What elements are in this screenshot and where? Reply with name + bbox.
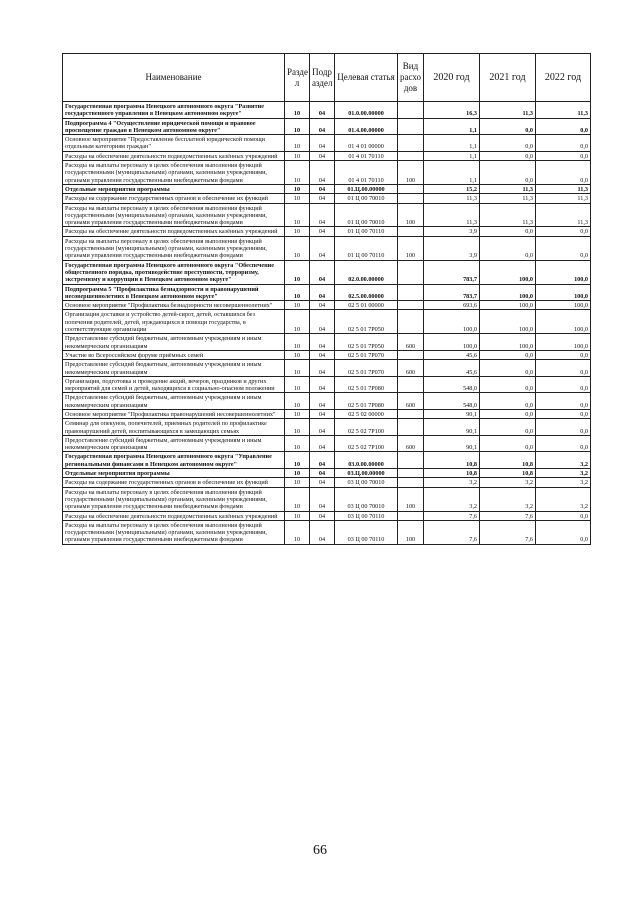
row-value-2021: 11,3 (480, 203, 536, 227)
row-name: Государственная программа Ненецкого автономного округа "Управление региональными финансами в Ненецком автономном округе" (63, 452, 285, 469)
row-target-code: 02 5 02 00000 (335, 409, 398, 418)
row-section: 10 (285, 227, 310, 236)
row-value-2020: 1,1 (424, 135, 480, 152)
row-value-2022: 100,0 (536, 284, 591, 301)
row-name: Организация доставки и устройство детей-сирот, детей, оставшихся без попечения родителей, детей, нуждающихся в помощи государства, в соответствующие организации (63, 310, 285, 334)
table-body (63, 102, 591, 545)
table-row (63, 376, 591, 393)
row-target-code: 01.0.00.00000 (335, 102, 398, 119)
row-expense-type (398, 310, 424, 334)
row-subsection: 04 (310, 118, 335, 135)
row-name: Расходы на выплаты персоналу в целях обеспечения выполнения функций государственными (муниципальными) органами, казенными учреждениями, органами управления государственными внебюджетными фондами (63, 236, 285, 260)
table-row (63, 151, 591, 160)
row-value-2022: 3,2 (536, 487, 591, 511)
table-row (63, 409, 591, 418)
row-expense-type: 100 (398, 236, 424, 260)
row-value-2020: 783,7 (424, 284, 480, 301)
row-value-2022: 0,0 (536, 520, 591, 544)
row-subsection: 04 (310, 236, 335, 260)
table-row (63, 511, 591, 520)
row-value-2021: 100,0 (480, 284, 536, 301)
row-target-code: 02 5 01 7Р080 (335, 393, 398, 410)
table-row (63, 334, 591, 351)
row-expense-type: 600 (398, 334, 424, 351)
row-target-code: 01 Ц 00 70110 (335, 236, 398, 260)
row-value-2020: 3,9 (424, 236, 480, 260)
row-name: Предоставление субсидий бюджетным, автономным учреждениям и иным некоммерческим организациям (63, 360, 285, 377)
row-value-2022: 0,0 (536, 435, 591, 452)
row-value-2020: 100,0 (424, 334, 480, 351)
row-value-2020: 7,6 (424, 520, 480, 544)
row-name: Предоставление субсидий бюджетным, автономным учреждениям и иным некоммерческим организациям (63, 435, 285, 452)
row-section: 10 (285, 350, 310, 359)
row-value-2021: 0,0 (480, 135, 536, 152)
budget-table (62, 53, 591, 545)
row-name: Основное мероприятие "Предоставление бесплатной юридической помощи отдельным категориям граждан" (63, 135, 285, 152)
row-section: 10 (285, 310, 310, 334)
col-expense-type-header: Вид расхо дов (398, 54, 424, 102)
row-subsection: 04 (310, 203, 335, 227)
row-value-2022: 0,0 (536, 236, 591, 260)
row-target-code: 01 4 01 70110 (335, 161, 398, 185)
row-target-code: 02.0.00.00000 (335, 260, 398, 284)
row-expense-type (398, 194, 424, 203)
row-target-code: 01 Ц 00 70010 (335, 203, 398, 227)
row-target-code: 02 5 01 7Р080 (335, 376, 398, 393)
row-section: 10 (285, 203, 310, 227)
row-value-2022: 3,2 (536, 452, 591, 469)
row-expense-type (398, 151, 424, 160)
row-expense-type: 100 (398, 487, 424, 511)
row-value-2020: 693,6 (424, 301, 480, 310)
row-value-2020: 548,0 (424, 376, 480, 393)
row-value-2020: 100,0 (424, 310, 480, 334)
row-value-2021: 0,0 (480, 409, 536, 418)
row-value-2020: 10,8 (424, 452, 480, 469)
row-subsection: 04 (310, 310, 335, 334)
row-target-code: 03.Ц.00.00000 (335, 469, 398, 478)
row-name: Расходы на содержание государственных органов и обеспечение их функций (63, 194, 285, 203)
row-value-2022: 0,0 (536, 350, 591, 359)
row-expense-type (398, 350, 424, 359)
row-name: Расходы на обеспечение деятельности подведомственных казённых учреждений (63, 511, 285, 520)
row-expense-type (398, 260, 424, 284)
row-value-2022: 100,0 (536, 334, 591, 351)
table-row (63, 135, 591, 152)
row-name: Расходы на выплаты персоналу в целях обеспечения выполнения функций государственными (муниципальными) органами, казенными учреждениями, органами управления государственными внебюджетными фондами (63, 520, 285, 544)
row-name: Расходы на обеспечение деятельности подведомственных казённых учреждений (63, 227, 285, 236)
row-value-2021: 0,0 (480, 419, 536, 436)
row-value-2022: 0,0 (536, 360, 591, 377)
row-target-code: 03 Ц 00 70110 (335, 520, 398, 544)
row-value-2021: 0,0 (480, 350, 536, 359)
row-expense-type: 100 (398, 161, 424, 185)
row-name: Расходы на содержание государственных органов и обеспечение их функций (63, 478, 285, 487)
row-expense-type (398, 511, 424, 520)
row-section: 10 (285, 118, 310, 135)
row-value-2020: 90,1 (424, 409, 480, 418)
row-target-code: 02 5 01 00000 (335, 301, 398, 310)
row-value-2020: 1,1 (424, 118, 480, 135)
row-name: Отдельные мероприятия программы (63, 184, 285, 193)
row-subsection: 04 (310, 409, 335, 418)
row-section: 10 (285, 478, 310, 487)
row-target-code: 02 5 01 7Р070 (335, 350, 398, 359)
row-subsection: 04 (310, 135, 335, 152)
row-value-2021: 7,6 (480, 520, 536, 544)
row-value-2020: 90,1 (424, 419, 480, 436)
table-row (63, 236, 591, 260)
row-value-2022: 0,0 (536, 419, 591, 436)
row-section: 10 (285, 161, 310, 185)
row-subsection: 04 (310, 151, 335, 160)
row-section: 10 (285, 301, 310, 310)
row-section: 10 (285, 487, 310, 511)
row-subsection: 04 (310, 435, 335, 452)
row-subsection: 04 (310, 301, 335, 310)
row-name: Организация, подготовка и проведение акций, вечеров, праздников и других мероприятий для семей и детей, находящихся в социально-опасном положении (63, 376, 285, 393)
row-subsection: 04 (310, 334, 335, 351)
row-expense-type: 100 (398, 520, 424, 544)
row-expense-type (398, 376, 424, 393)
row-expense-type (398, 301, 424, 310)
row-value-2022: 0,0 (536, 376, 591, 393)
row-target-code: 03.0.00.00000 (335, 452, 398, 469)
row-subsection: 04 (310, 260, 335, 284)
row-value-2021: 0,0 (480, 118, 536, 135)
row-value-2022: 0,0 (536, 511, 591, 520)
row-subsection: 04 (310, 284, 335, 301)
row-value-2021: 0,0 (480, 161, 536, 185)
row-value-2020: 1,1 (424, 151, 480, 160)
row-expense-type (398, 184, 424, 193)
row-value-2022: 11,3 (536, 203, 591, 227)
row-section: 10 (285, 520, 310, 544)
row-value-2021: 3,2 (480, 478, 536, 487)
row-target-code: 03 Ц 00 70110 (335, 511, 398, 520)
row-value-2020: 90,1 (424, 435, 480, 452)
row-value-2021: 10,8 (480, 469, 536, 478)
row-name: Предоставление субсидий бюджетным, автономным учреждениям и иным некоммерческим организациям (63, 334, 285, 351)
row-value-2020: 3,2 (424, 487, 480, 511)
row-target-code: 01 4 01 00000 (335, 135, 398, 152)
row-subsection: 04 (310, 194, 335, 203)
row-subsection: 04 (310, 452, 335, 469)
row-name: Государственная программа Ненецкого автономного округа "Развитие государственного управления в Ненецком автономном округе" (63, 102, 285, 119)
row-value-2022: 11,3 (536, 194, 591, 203)
row-value-2021: 0,0 (480, 227, 536, 236)
table-row (63, 350, 591, 359)
row-value-2021: 11,3 (480, 184, 536, 193)
row-section: 10 (285, 194, 310, 203)
row-value-2021: 100,0 (480, 310, 536, 334)
row-value-2020: 11,3 (424, 203, 480, 227)
row-expense-type: 600 (398, 435, 424, 452)
row-section: 10 (285, 260, 310, 284)
table-row (63, 194, 591, 203)
table-row (63, 487, 591, 511)
row-subsection: 04 (310, 419, 335, 436)
row-section: 10 (285, 284, 310, 301)
row-subsection: 04 (310, 102, 335, 119)
row-target-code: 01.4.00.00000 (335, 118, 398, 135)
table-row (63, 260, 591, 284)
row-value-2020: 10,8 (424, 469, 480, 478)
row-value-2020: 3,9 (424, 227, 480, 236)
row-subsection: 04 (310, 360, 335, 377)
row-section: 10 (285, 409, 310, 418)
row-section: 10 (285, 184, 310, 193)
row-subsection: 04 (310, 350, 335, 359)
row-section: 10 (285, 102, 310, 119)
row-section: 10 (285, 393, 310, 410)
row-target-code: 01 Ц 00 70010 (335, 194, 398, 203)
row-subsection: 04 (310, 478, 335, 487)
row-value-2021: 3,2 (480, 487, 536, 511)
row-expense-type (398, 419, 424, 436)
table-row (63, 102, 591, 119)
row-section: 10 (285, 360, 310, 377)
row-section: 10 (285, 511, 310, 520)
row-section: 10 (285, 135, 310, 152)
row-value-2022: 100,0 (536, 301, 591, 310)
table-row (63, 520, 591, 544)
row-value-2022: 0,0 (536, 151, 591, 160)
row-name: Участие во Всероссийском форуме приёмных семей (63, 350, 285, 359)
row-value-2022: 0,0 (536, 409, 591, 418)
row-target-code: 03 Ц 00 70010 (335, 478, 398, 487)
row-value-2022: 11,3 (536, 102, 591, 119)
row-name: Расходы на обеспечение деятельности подведомственных казённых учреждений (63, 151, 285, 160)
row-value-2022: 0,0 (536, 118, 591, 135)
row-expense-type (398, 135, 424, 152)
row-value-2021: 0,0 (480, 236, 536, 260)
row-expense-type (398, 102, 424, 119)
row-value-2022: 0,0 (536, 393, 591, 410)
row-value-2020: 7,6 (424, 511, 480, 520)
table-row (63, 360, 591, 377)
col-target-header: Целевая статья (335, 54, 398, 102)
row-name: Расходы на выплаты персоналу в целях обеспечения выполнения функций государственными (муниципальными) органами, казенными учреждениями, органами управления государственными внебюджетными фондами (63, 161, 285, 185)
row-target-code: 02 5 02 7Р100 (335, 419, 398, 436)
row-target-code: 02.5.00.00000 (335, 284, 398, 301)
row-section: 10 (285, 151, 310, 160)
row-value-2020: 11,3 (424, 194, 480, 203)
row-subsection: 04 (310, 511, 335, 520)
row-value-2022: 0,0 (536, 135, 591, 152)
table-row (63, 184, 591, 193)
table-row (63, 435, 591, 452)
row-target-code: 01.Ц.00.00000 (335, 184, 398, 193)
row-target-code: 01 4 01 70110 (335, 151, 398, 160)
row-value-2020: 1,1 (424, 161, 480, 185)
row-name: Основное мероприятие "Профилактика правонарушений несовершеннолетних" (63, 409, 285, 418)
row-value-2020: 15,2 (424, 184, 480, 193)
row-target-code: 01 Ц 00 70110 (335, 227, 398, 236)
table-row (63, 469, 591, 478)
row-section: 10 (285, 376, 310, 393)
row-value-2021: 7,6 (480, 511, 536, 520)
row-subsection: 04 (310, 161, 335, 185)
row-value-2020: 3,2 (424, 478, 480, 487)
row-target-code: 02 5 01 7Р050 (335, 310, 398, 334)
row-target-code: 02 5 01 7Р070 (335, 360, 398, 377)
col-2020-header: 2020 год (424, 54, 480, 102)
row-target-code: 03 Ц 00 70010 (335, 487, 398, 511)
row-name: Расходы на выплаты персоналу в целях обеспечения выполнения функций государственными (муниципальными) органами, казенными учреждениями, органами управления государственными внебюджетными фондами (63, 487, 285, 511)
row-name: Предоставление субсидий бюджетным, автономным учреждениям и иным некоммерческим организациям (63, 393, 285, 410)
row-section: 10 (285, 334, 310, 351)
col-name-header: Наименование (63, 54, 285, 102)
row-value-2021: 0,0 (480, 376, 536, 393)
row-expense-type (398, 227, 424, 236)
row-expense-type: 600 (398, 393, 424, 410)
page-number: 66 (313, 843, 327, 858)
row-name: Подпрограмма 4 "Осуществление юридической помощи и правовое просвещение граждан в Ненецком автономном округе" (63, 118, 285, 135)
row-value-2020: 16,3 (424, 102, 480, 119)
table-row (63, 301, 591, 310)
row-name: Расходы на выплаты персоналу в целях обеспечения выполнения функций государственными (муниципальными) органами, казенными учреждениями, органами управления государственными внебюджетными фондами (63, 203, 285, 227)
row-expense-type: 100 (398, 203, 424, 227)
table-row (63, 227, 591, 236)
row-subsection: 04 (310, 393, 335, 410)
table-row (63, 478, 591, 487)
row-value-2022: 3,2 (536, 469, 591, 478)
row-subsection: 04 (310, 184, 335, 193)
row-value-2022: 100,0 (536, 260, 591, 284)
row-target-code: 02 5 01 7Р050 (335, 334, 398, 351)
row-subsection: 04 (310, 469, 335, 478)
row-section: 10 (285, 452, 310, 469)
row-expense-type: 600 (398, 360, 424, 377)
row-expense-type (398, 409, 424, 418)
row-subsection: 04 (310, 227, 335, 236)
col-section-header: Разде л (285, 54, 310, 102)
row-value-2020: 548,0 (424, 393, 480, 410)
row-section: 10 (285, 435, 310, 452)
col-2022-header: 2022 год (536, 54, 591, 102)
row-value-2021: 0,0 (480, 151, 536, 160)
row-value-2020: 45,6 (424, 350, 480, 359)
row-value-2020: 783,7 (424, 260, 480, 284)
table-row (63, 203, 591, 227)
row-expense-type (398, 118, 424, 135)
row-name: Подпрограмма 5 "Профилактика безнадзорности и правонарушений несовершеннолетних в Ненецком автономном округе" (63, 284, 285, 301)
row-expense-type (398, 469, 424, 478)
row-name: Отдельные мероприятия программы (63, 469, 285, 478)
row-subsection: 04 (310, 520, 335, 544)
row-value-2021: 11,3 (480, 194, 536, 203)
row-value-2020: 45,6 (424, 360, 480, 377)
col-subsection-header: Подр аздел (310, 54, 335, 102)
row-value-2021: 0,0 (480, 393, 536, 410)
row-section: 10 (285, 419, 310, 436)
table-row (63, 118, 591, 135)
row-value-2022: 11,3 (536, 184, 591, 193)
row-value-2021: 0,0 (480, 360, 536, 377)
table-row (63, 393, 591, 410)
row-subsection: 04 (310, 487, 335, 511)
row-value-2022: 100,0 (536, 310, 591, 334)
row-value-2021: 100,0 (480, 260, 536, 284)
row-value-2021: 100,0 (480, 334, 536, 351)
table-row (63, 452, 591, 469)
row-section: 10 (285, 236, 310, 260)
row-value-2022: 0,0 (536, 227, 591, 236)
row-target-code: 02 5 02 7Р100 (335, 435, 398, 452)
row-value-2021: 100,0 (480, 301, 536, 310)
row-expense-type (398, 478, 424, 487)
row-expense-type (398, 452, 424, 469)
row-name: Государственная программа Ненецкого автономного округа "Обеспечение общественного порядка, противодействие преступности, терроризму, экстремизму и коррупции в Ненецком автономном округе" (63, 260, 285, 284)
row-name: Основное мероприятие "Профилактика безнадзорности несовершеннолетних" (63, 301, 285, 310)
row-subsection: 04 (310, 376, 335, 393)
row-value-2022: 0,0 (536, 161, 591, 185)
table-header (63, 54, 591, 102)
table-row (63, 310, 591, 334)
row-value-2021: 0,0 (480, 435, 536, 452)
row-value-2022: 3,2 (536, 478, 591, 487)
row-value-2021: 11,3 (480, 102, 536, 119)
col-2021-header: 2021 год (480, 54, 536, 102)
table-row (63, 419, 591, 436)
row-value-2021: 10,8 (480, 452, 536, 469)
table-row (63, 161, 591, 185)
row-name: Семинар для опекунов, попечителей, приемных родителей по профилактике правонарушений детей, воспитывающихся в замещающих семьях (63, 419, 285, 436)
row-expense-type (398, 284, 424, 301)
row-section: 10 (285, 469, 310, 478)
table-row (63, 284, 591, 301)
